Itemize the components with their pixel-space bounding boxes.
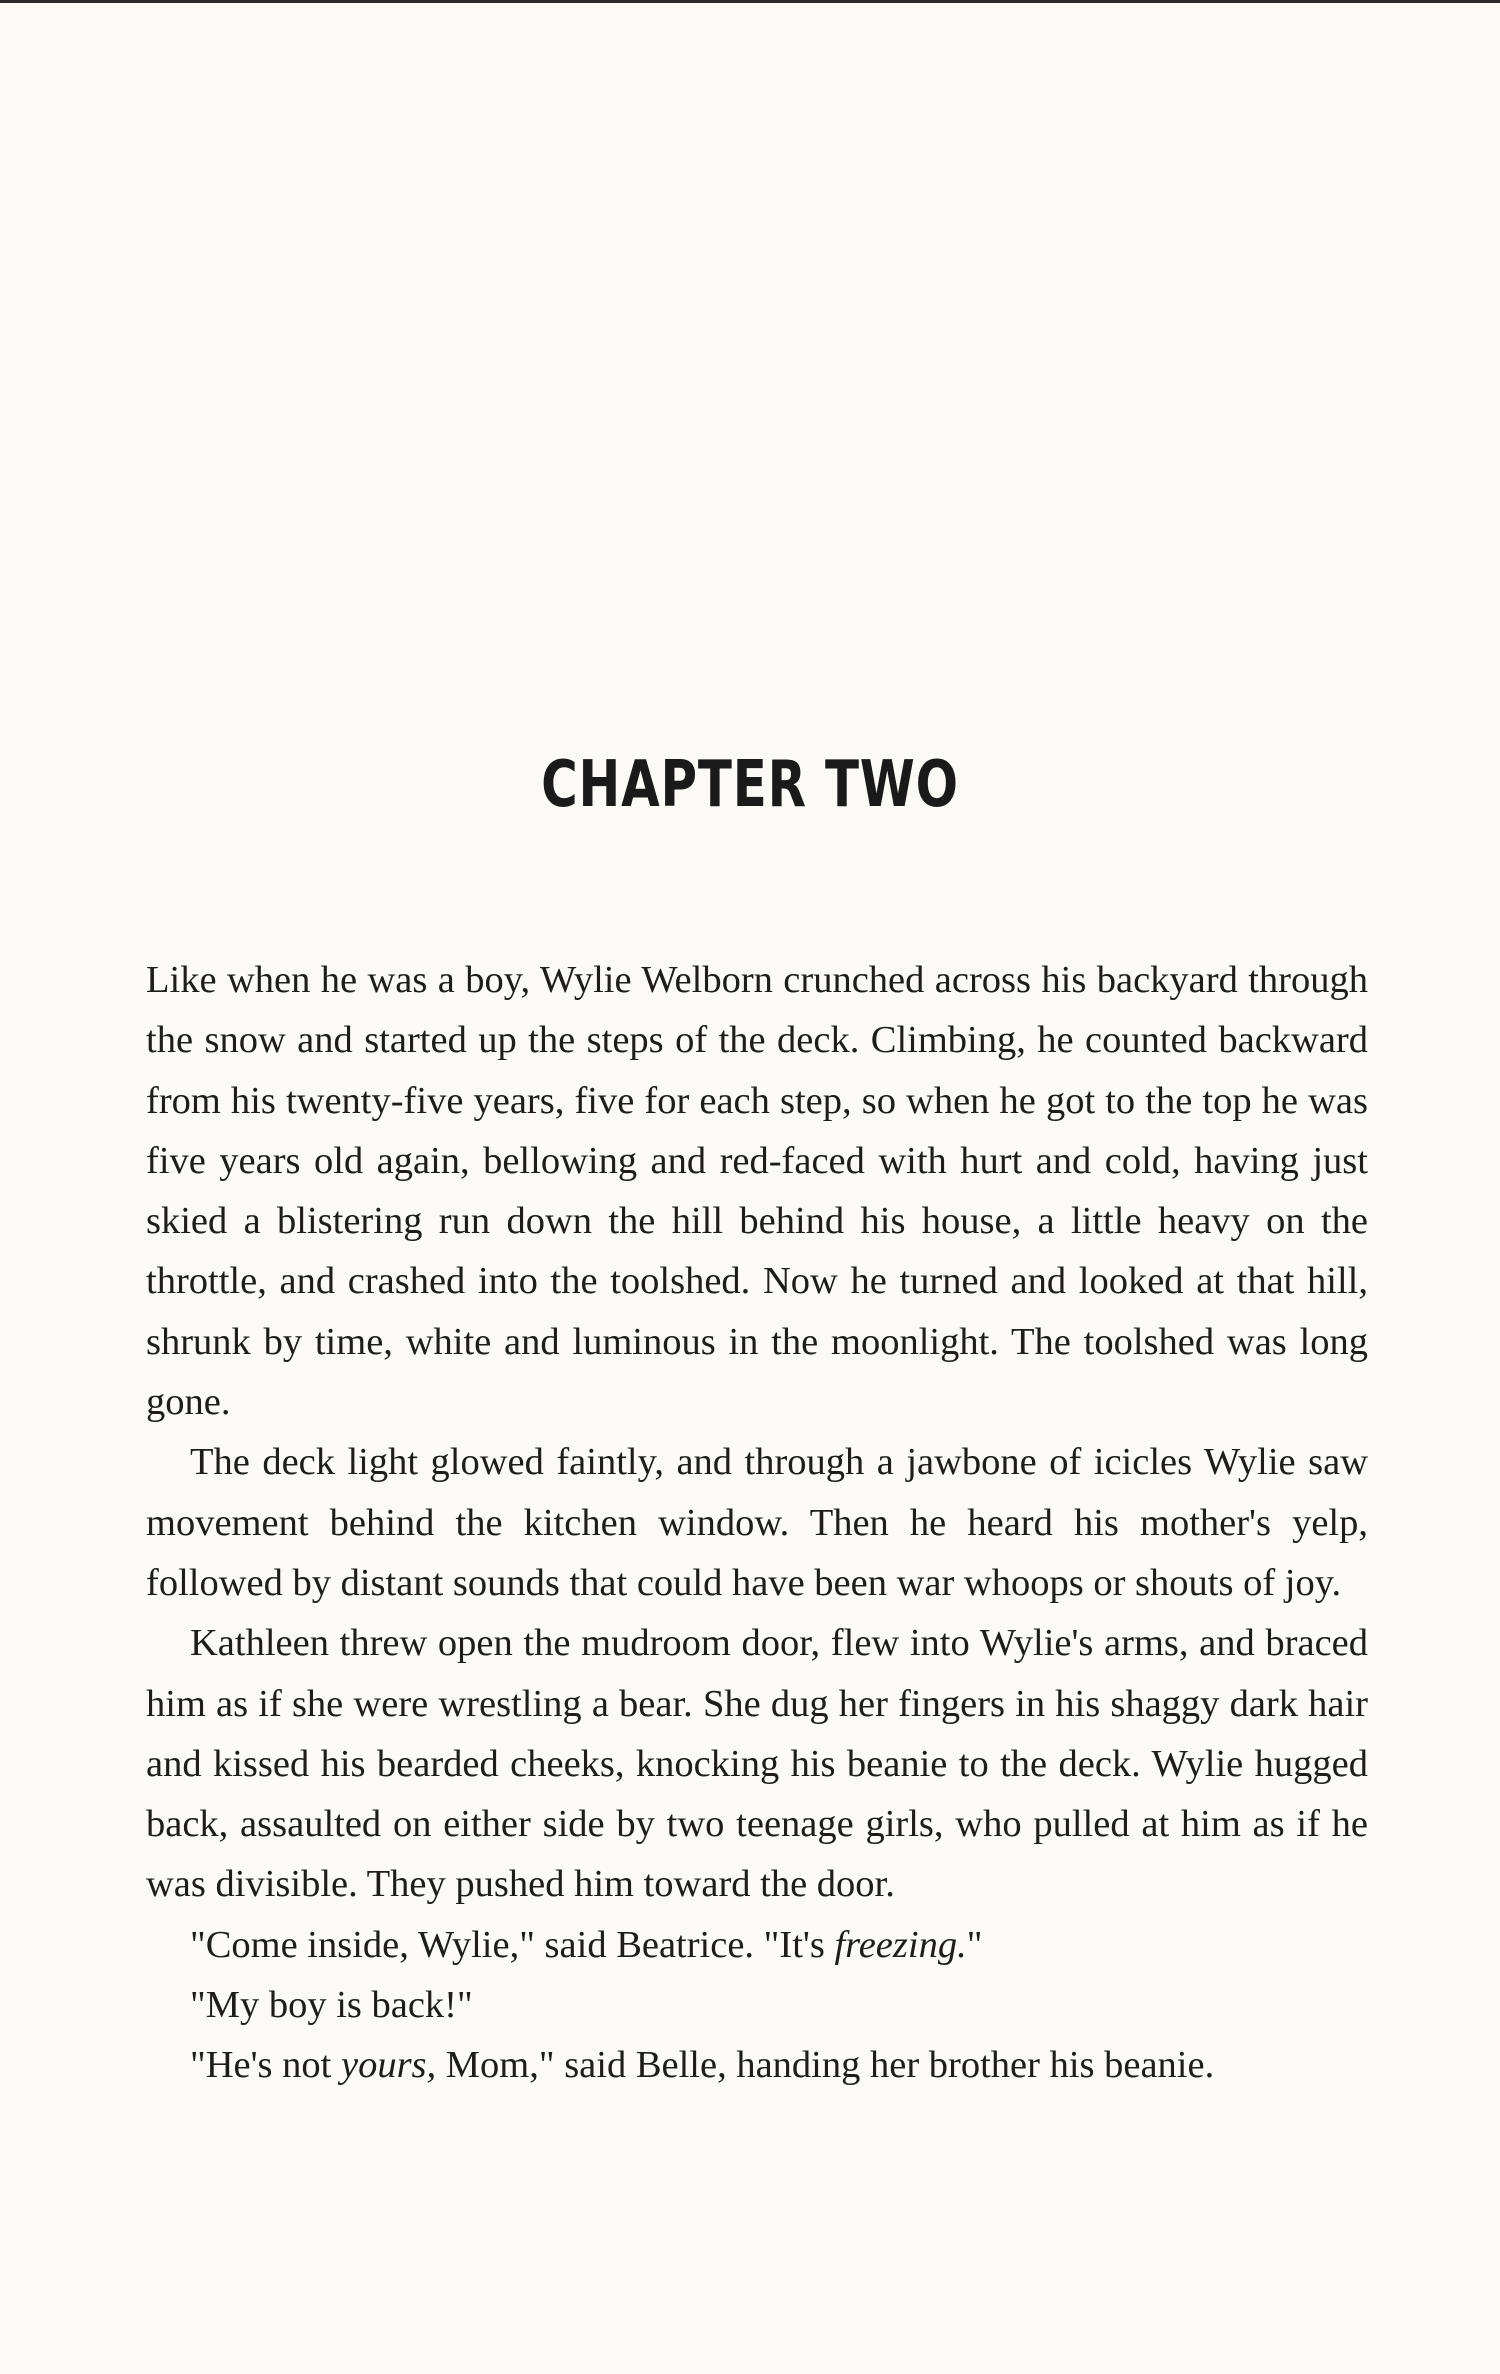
chapter-body — [146, 950, 1368, 2096]
paragraph-2: The deck light glowed faintly, and through a jawbone of icicles Wylie saw movement behind the kitchen window. Then he heard his mother's yelp, followed by distant sounds that could have been war whoops or shouts of joy. — [146, 1441, 1368, 1604]
dialogue-kathleen: "My boy is back!" — [190, 1984, 473, 2027]
page-top-edge — [0, 0, 1500, 3]
dialogue-belle — [146, 2035, 1368, 2095]
emphasis-text: yours, — [340, 2044, 437, 2087]
dialogue-text: "He's not — [190, 2044, 341, 2087]
dialogue-text: "Come inside, Wylie," said Beatrice. "It's — [190, 1923, 835, 1966]
dialogue-text: " — [966, 1923, 983, 1966]
paragraph-1: Like when he was a boy, Wylie Welborn crunched across his backyard through the snow and started up the steps of the deck. Climbing, he counted backward from his twenty-five years, five for each step, so when he got to the top he was five years old again, bellowing and red-faced with hurt and cold, having just skied a blistering run down the hill behind his house, a little heavy on the throttle, and crashed into the toolshed. Now he turned and looked at that hill, shrunk by time, white and luminous in the moonlight. The toolshed was long gone. — [146, 959, 1368, 1424]
chapter-title: CHAPTER TWO — [541, 748, 959, 822]
emphasis-text: freezing. — [834, 1923, 967, 1966]
paragraph-3: Kathleen threw open the mudroom door, flew into Wylie's arms, and braced him as if she were wrestling a bear. She dug her fingers in his shaggy dark hair and kissed his bearded cheeks, knocking his beanie to the deck. Wylie hugged back, assaulted on either side by two teenage girls, who pulled at him as if he was divisible. They pushed him toward the door. — [146, 1622, 1368, 1906]
dialogue-beatrice — [146, 1915, 1368, 1975]
dialogue-text: Mom," said Belle, handing her brother his beanie. — [436, 2044, 1215, 2087]
